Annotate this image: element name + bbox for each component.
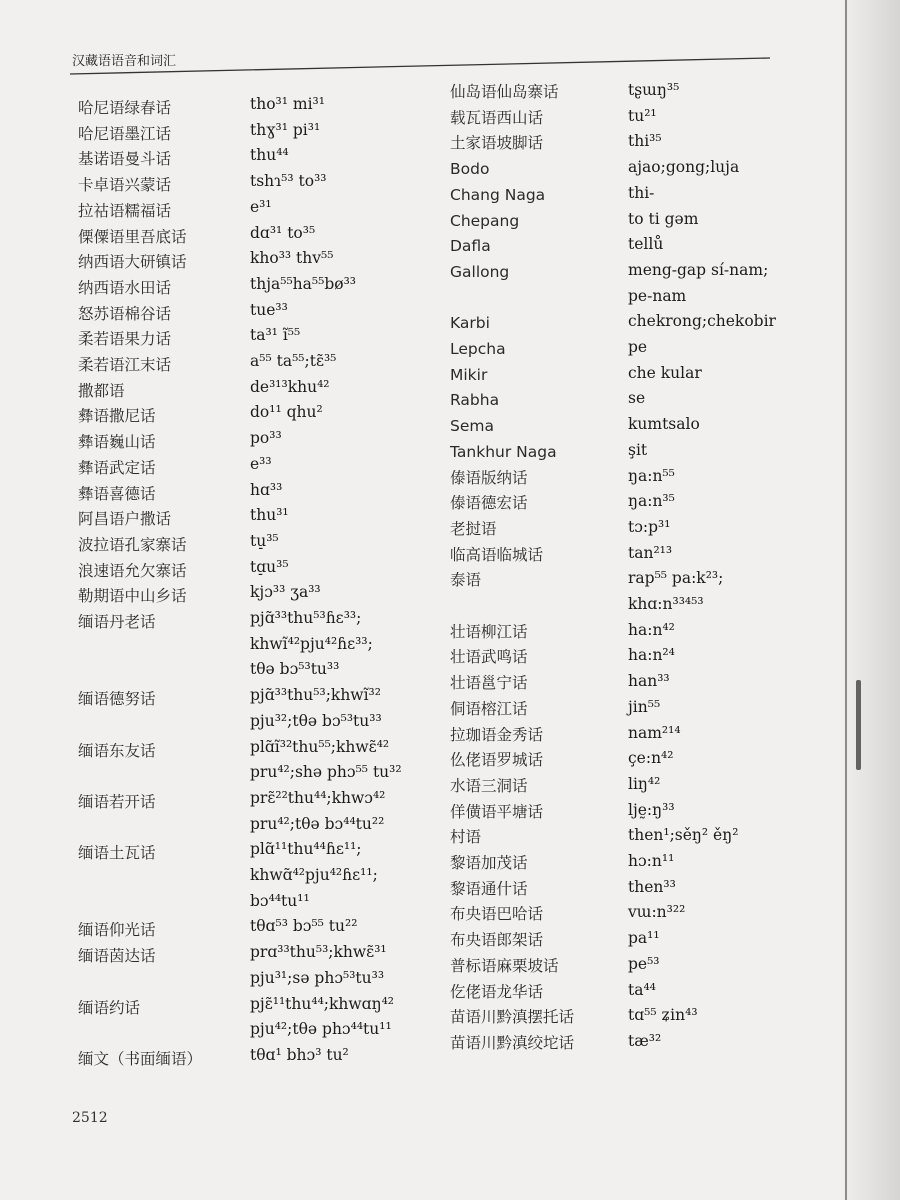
phonetic-form: bɔ⁴⁴tu¹¹	[250, 891, 310, 910]
phonetic-form: chekrong;chekobir	[628, 312, 776, 331]
phonetic-form: khwĩ⁴²pju⁴²ɦɛ³³;	[250, 634, 373, 653]
language-name: 彝语武定话	[78, 458, 156, 477]
language-name: 拉珈语金秀话	[450, 725, 544, 744]
phonetic-form: pju⁴²;tθə phɔ⁴⁴tu¹¹	[250, 1020, 392, 1039]
phonetic-form: tɑ̠u³⁵	[250, 557, 289, 576]
language-name: Mikir	[450, 365, 488, 384]
language-name: 柔若语果力话	[78, 330, 172, 349]
phonetic-form: jin⁵⁵	[628, 697, 661, 716]
phonetic-form: ta³¹ ĩ⁵⁵	[250, 326, 301, 345]
phonetic-form: pe-nam	[628, 286, 687, 305]
language-name: 村语	[450, 828, 482, 847]
phonetic-form: tθɑ¹ bhɔ³ tu²	[250, 1045, 349, 1064]
language-name: 卡卓语兴蒙话	[78, 176, 172, 195]
language-name: Karbi	[450, 314, 490, 333]
phonetic-form: nam²¹⁴	[628, 723, 681, 742]
language-name: Rabha	[450, 391, 500, 410]
language-name: 柔若语江末话	[78, 356, 172, 374]
language-name: 侗语榕江话	[450, 699, 528, 718]
language-name: 彝语巍山话	[78, 433, 156, 452]
phonetic-form: dɑ³¹ to³⁵	[250, 223, 316, 242]
running-head: 汉藏语语音和词汇	[72, 54, 177, 69]
phonetic-form: pa¹¹	[628, 929, 660, 948]
phonetic-form: pjɑ̃³³thu⁵³ɦɛ³³;	[250, 609, 362, 627]
language-name: 纳西语水田话	[78, 278, 172, 297]
language-name: 撒都语	[78, 381, 125, 400]
phonetic-form: to ti gəm	[628, 209, 699, 228]
phonetic-form: kjɔ³³ ʒa³³	[250, 583, 321, 602]
phonetic-form: se	[628, 389, 646, 408]
phonetic-form: pju³²;tθə bɔ⁵³tu³³	[250, 711, 382, 730]
language-name: 仫佬语罗城话	[450, 751, 544, 770]
phonetic-form: then³³	[628, 877, 676, 896]
language-name: 缅语丹老话	[78, 613, 156, 631]
language-name: 仙岛语仙岛寨话	[450, 83, 559, 101]
language-name: 基诺语曼斗话	[78, 150, 172, 169]
phonetic-form: tho³¹ mi³¹	[250, 95, 325, 113]
language-name: 怒苏语棉谷话	[78, 304, 172, 323]
phonetic-form: do¹¹ qhu²	[250, 403, 323, 422]
phonetic-form: tan²¹³	[628, 543, 673, 562]
phonetic-form: liŋ⁴²	[628, 774, 661, 793]
page-number: 2512	[72, 1110, 108, 1126]
phonetic-form: tθə bɔ⁵³tu³³	[250, 660, 340, 679]
phonetic-form: pe⁵³	[628, 954, 660, 973]
phonetic-form: pjɛ̃¹¹thu⁴⁴;khwɑŋ⁴²	[250, 994, 395, 1013]
language-name: 拉祜语糯福话	[78, 201, 172, 220]
language-name: 缅语德努话	[78, 690, 156, 709]
phonetic-form: tue³³	[250, 300, 288, 319]
phonetic-form: ajao;gong;luja	[628, 158, 740, 177]
language-name: 哈尼语绿春话	[78, 99, 172, 117]
phonetic-form: khɑ:n³³⁴⁵³	[628, 595, 704, 613]
language-name: 载瓦语西山话	[450, 108, 544, 127]
phonetic-form: şit	[628, 440, 648, 459]
language-name: 苗语川黔滇绞坨话	[450, 1033, 575, 1052]
language-name: 老挝语	[450, 519, 497, 538]
phonetic-form: e³³	[250, 454, 272, 473]
language-name: 临高语临城话	[450, 545, 544, 564]
language-name: 纳西语大研镇话	[78, 253, 187, 272]
phonetic-form: thɣ³¹ pi³¹	[250, 120, 321, 139]
phonetic-form: ŋa:n³⁵	[628, 492, 675, 511]
phonetic-form: khwɑ̃⁴²pju⁴²ɦɛ¹¹;	[250, 866, 378, 884]
language-name: 缅语约话	[78, 998, 141, 1017]
language-name: 缅语若开话	[78, 792, 156, 811]
language-name: 傣语版纳话	[450, 468, 528, 487]
language-name: 波拉语孔家寨话	[78, 535, 187, 554]
language-name: 哈尼语墨江话	[78, 124, 172, 143]
language-name: 壮语邕宁话	[450, 674, 528, 693]
language-name: 缅语仰光话	[78, 921, 156, 940]
phonetic-form: pju³¹;sə phɔ⁵³tu³³	[250, 968, 385, 987]
phonetic-form: pjɑ̃³³thu⁵³;khwĩ³²	[250, 686, 381, 705]
binding-mark	[856, 680, 861, 770]
phonetic-form: meng-gap sí-nam;	[628, 260, 769, 279]
phonetic-form: plɑ̃¹¹thu⁴⁴ɦɛ¹¹;	[250, 840, 362, 859]
language-name: 壮语柳江话	[450, 622, 528, 641]
language-name: 缅语茵达话	[78, 947, 156, 966]
phonetic-form: thi-	[628, 183, 655, 202]
phonetic-form: then¹;sěŋ² ěŋ²	[628, 826, 739, 845]
phonetic-form: thja⁵⁵ha⁵⁵bø³³	[250, 274, 357, 293]
phonetic-form: tu̠³⁵	[250, 531, 279, 550]
phonetic-form: e³¹	[250, 197, 272, 216]
language-name: Gallong	[450, 262, 510, 281]
language-name: 布央语巴哈话	[450, 905, 544, 924]
phonetic-form: de³¹³khu⁴²	[250, 377, 330, 396]
language-name: 苗语川黔滇摆托话	[450, 1008, 575, 1027]
phonetic-form: rap⁵⁵ pa:k²³;	[628, 569, 724, 588]
language-name: Sema	[450, 417, 494, 436]
language-name: Dafla	[450, 237, 491, 256]
language-name: Lepcha	[450, 340, 506, 358]
phonetic-form: tæ³²	[628, 1031, 662, 1050]
phonetic-form: a⁵⁵ ta⁵⁵;tɛ̃³⁵	[250, 352, 337, 370]
language-name: 缅语土瓦话	[78, 844, 156, 863]
language-name: 傣语德宏话	[450, 494, 528, 513]
phonetic-form: hɑ³³	[250, 480, 283, 499]
language-name: 浪速语允欠寨话	[78, 561, 187, 580]
phonetic-form: thi³⁵	[628, 132, 662, 151]
phonetic-form: prɑ³³thu⁵³;khwɛ̃³¹	[250, 943, 387, 962]
language-name: 布央语郎架话	[450, 931, 544, 950]
phonetic-form: prɛ̃²²thu⁴⁴;khwɔ⁴²	[250, 788, 386, 807]
phonetic-form: tu²¹	[628, 106, 657, 125]
language-name: 缅文（书面缅语）	[78, 1049, 203, 1068]
phonetic-form: tʂɯŋ³⁵	[628, 81, 680, 99]
phonetic-form: ŋa:n⁵⁵	[628, 466, 675, 485]
language-name: 彝语撒尼话	[78, 407, 156, 426]
language-name: 黎语加茂话	[450, 854, 528, 872]
phonetic-form: vɯ:n³²²	[628, 903, 686, 922]
phonetic-form: ljḛ:ŋ³³	[628, 800, 675, 819]
language-name: 勒期语中山乡话	[78, 587, 187, 606]
phonetic-form: kumtsalo	[628, 415, 700, 434]
phonetic-form: çe:n⁴²	[628, 749, 674, 768]
phonetic-form: hɔ:n¹¹	[628, 852, 675, 870]
page-shadow	[840, 0, 900, 1200]
phonetic-form: tɔ:p³¹	[628, 517, 671, 536]
phonetic-form: tθɑ⁵³ bɔ⁵⁵ tu²²	[250, 917, 358, 936]
phonetic-form: plɑ̃ĩ³²thu⁵⁵;khwɛ̃⁴²	[250, 737, 390, 756]
language-name: Tankhur Naga	[450, 442, 557, 461]
language-name: 仡佬语龙华话	[450, 982, 544, 1001]
language-name: 佯僙语平塘话	[450, 802, 544, 821]
phonetic-form: tshɿ⁵³ to³³	[250, 172, 327, 191]
phonetic-form: tɑ⁵⁵ ʑin⁴³	[628, 1006, 698, 1025]
language-name: 缅语东友话	[78, 741, 156, 760]
phonetic-form: thu⁴⁴	[250, 146, 289, 165]
phonetic-form: kho³³ thv⁵⁵	[250, 249, 334, 268]
language-name: 傈僳语里吾底话	[78, 227, 187, 246]
language-name: 彝语喜德话	[78, 484, 156, 503]
phonetic-form: pru⁴²;tθə bɔ⁴⁴tu²²	[250, 814, 385, 833]
language-name: 阿昌语户撒话	[78, 510, 172, 529]
phonetic-form: ta⁴⁴	[628, 980, 656, 999]
language-name: Bodo	[450, 160, 490, 179]
phonetic-form: tellů	[628, 235, 664, 254]
phonetic-form: ha:n⁴²	[628, 620, 675, 639]
phonetic-form: po³³	[250, 429, 282, 448]
language-name: 水语三洞话	[450, 776, 528, 795]
language-name: 普标语麻栗坡话	[450, 956, 559, 975]
language-name: 壮语武鸣话	[450, 648, 528, 667]
language-name: Chang Naga	[450, 185, 546, 204]
language-name: 黎语通什话	[450, 879, 528, 898]
phonetic-form: thu³¹	[250, 506, 289, 525]
language-name: 泰语	[450, 571, 482, 590]
phonetic-form: han³³	[628, 672, 670, 691]
phonetic-form: pru⁴²;shə phɔ⁵⁵ tu³²	[250, 763, 402, 782]
page-edge-line	[845, 0, 847, 1200]
phonetic-form: che kular	[628, 363, 702, 382]
language-name: 土家语坡脚话	[450, 134, 544, 153]
phonetic-form: ha:n²⁴	[628, 646, 675, 665]
phonetic-form: pe	[628, 338, 648, 356]
language-name: Chepang	[450, 211, 520, 230]
